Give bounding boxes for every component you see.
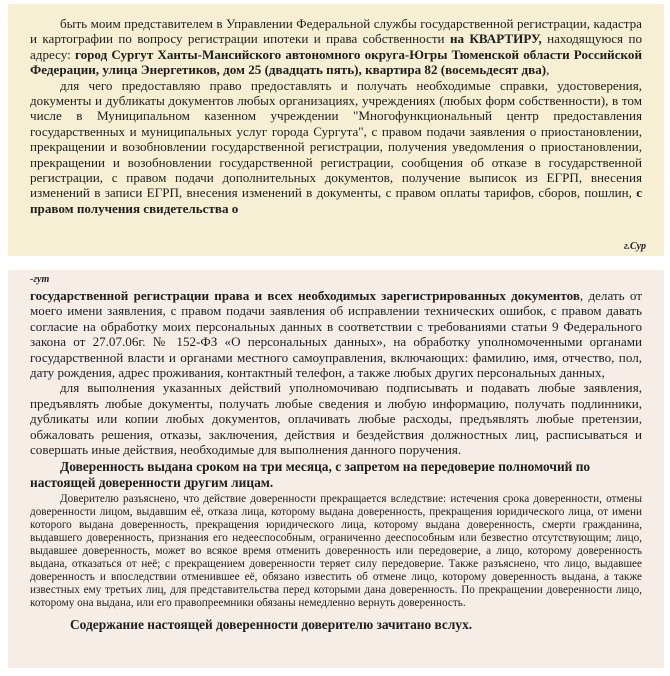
paragraph-explanation: Доверителю разъяснено, что действие доверенности прекращается вследствие: истечения срока доверенности, отмены доверенности лицом, выдавшим её, отказа лица, которому выдана доверенность, прекращения юридического лица, от имени которого выдана доверенность, прекращения юридического лица, которому выдана доверенность, смерти гражданина, выдавшего доверенность, признания его недееспособным, ограниченно дееспособным или безвестно отсутствующим; лицо, выдавшее доверенность, может во всякое время отменить доверенность или передоверие, а лицо, которому доверенность выдана, отказаться от неё; с прекращением доверенности теряет силу передоверие. Также разъяснено, что лицо, выдавшее доверенность и впоследствии отменившее её, обязано известить об отмене лицо, которому доверенность выдана, а также известных ему третьих лиц, для представительства перед которыми дана доверенность. По прекращении доверенности лицо, которому она выдана, или его правопреемники обязаны немедленно вернуть доверенность. xyxy=(30,492,642,610)
paragraph-registration xyxy=(30,288,642,380)
text-segment: находящуюся по адресу: xyxy=(30,31,642,62)
document-fragment-bottom xyxy=(8,270,664,668)
address-text: город Сургут Ханты-Мансийского автономного округа-Югры Тюменской области Российской Федерации, улица Энергетиков, дом 25 (двадцать пять), квартира 82 (восемьдесят два) xyxy=(30,46,642,78)
margin-note-top: г.Сур xyxy=(623,241,646,252)
text-segment: , xyxy=(546,62,550,78)
bold-segment: с правом получения свидетельства о xyxy=(30,185,642,216)
text-segment: , делать от моего имени заявления, с правом подачи заявления об исправлении технических ошибок, с правом давать согласие на обработку моих персональных данных в соответствии с требованиями статьи 9 Федерального закона от 27.07.06г. № 152-ФЗ «О персональных данных», на обработку уполномоченными органами государственной власти и органами местного самоуправления, включающих: фамилию, имя, отчество, пол, дату рождения, адрес проживания, контактный телефон, а также любых других персональных данных, xyxy=(30,288,642,381)
text-segment: для выполнения указанных действий уполномочиваю подписывать и подавать любые заявления, предъявлять любые документы, получать любые сведения и любую информацию, получать подлинники, дубликаты или копии любых документов, оплачивать любые расходы, предъявлять любые претензии, обжаловать решения, отказы, заключения, действия и бездействия должностных лиц, расписываться и совершать иные действия, необходимые для выполнения данного поручения. xyxy=(30,380,642,458)
paragraph-representative xyxy=(30,16,642,78)
bold-segment: государственной регистрации права и всех необходимых зарегистрированных документов xyxy=(30,288,580,303)
margin-note-bottom: -гут xyxy=(30,274,50,285)
bold-segment: на КВАРТИРУ, xyxy=(449,31,542,47)
paragraph-authority xyxy=(30,380,642,457)
text-segment: быть моим представителем в Управлении Федеральной службы государственной регистрации, кадастра и картографии по вопросу регистрации ипотеки и права собственности xyxy=(30,16,642,47)
validity-heading: Доверенность выдана сроком на три месяца, с запретом на передоверие полномочий по настоящей доверенности другим лицам. xyxy=(30,459,591,491)
closing-statement: Содержание настоящей доверенности доверителю зачитано вслух. xyxy=(70,616,473,632)
text-segment: для чего предоставляю право предоставлять и получать необходимые справки, удостоверения, документы и дубликаты документов любых организациях, учреждениях (любых форм собственности), в том числе в Муниципальном казенном учреждении "Многофункциональный центр предоставления государственных и муниципальных услуг города Сургута", с правом подачи заявления о приостановлении, прекращении и возобновлении государственной регистрации, получения уведомления о приостановлении, прекращении и возобновлении государственной регистрации, сообщения об отказе в государственной регистрации, с правом подачи дополнительных документов, получение выписок из ЕГРП, внесения изменений в записи ЕГРП, внесения изменений в документы, с правом оплаты тарифов, сборов, пошлин, xyxy=(30,77,642,201)
document-fragment-top xyxy=(8,4,664,256)
paragraph-powers xyxy=(30,78,642,217)
